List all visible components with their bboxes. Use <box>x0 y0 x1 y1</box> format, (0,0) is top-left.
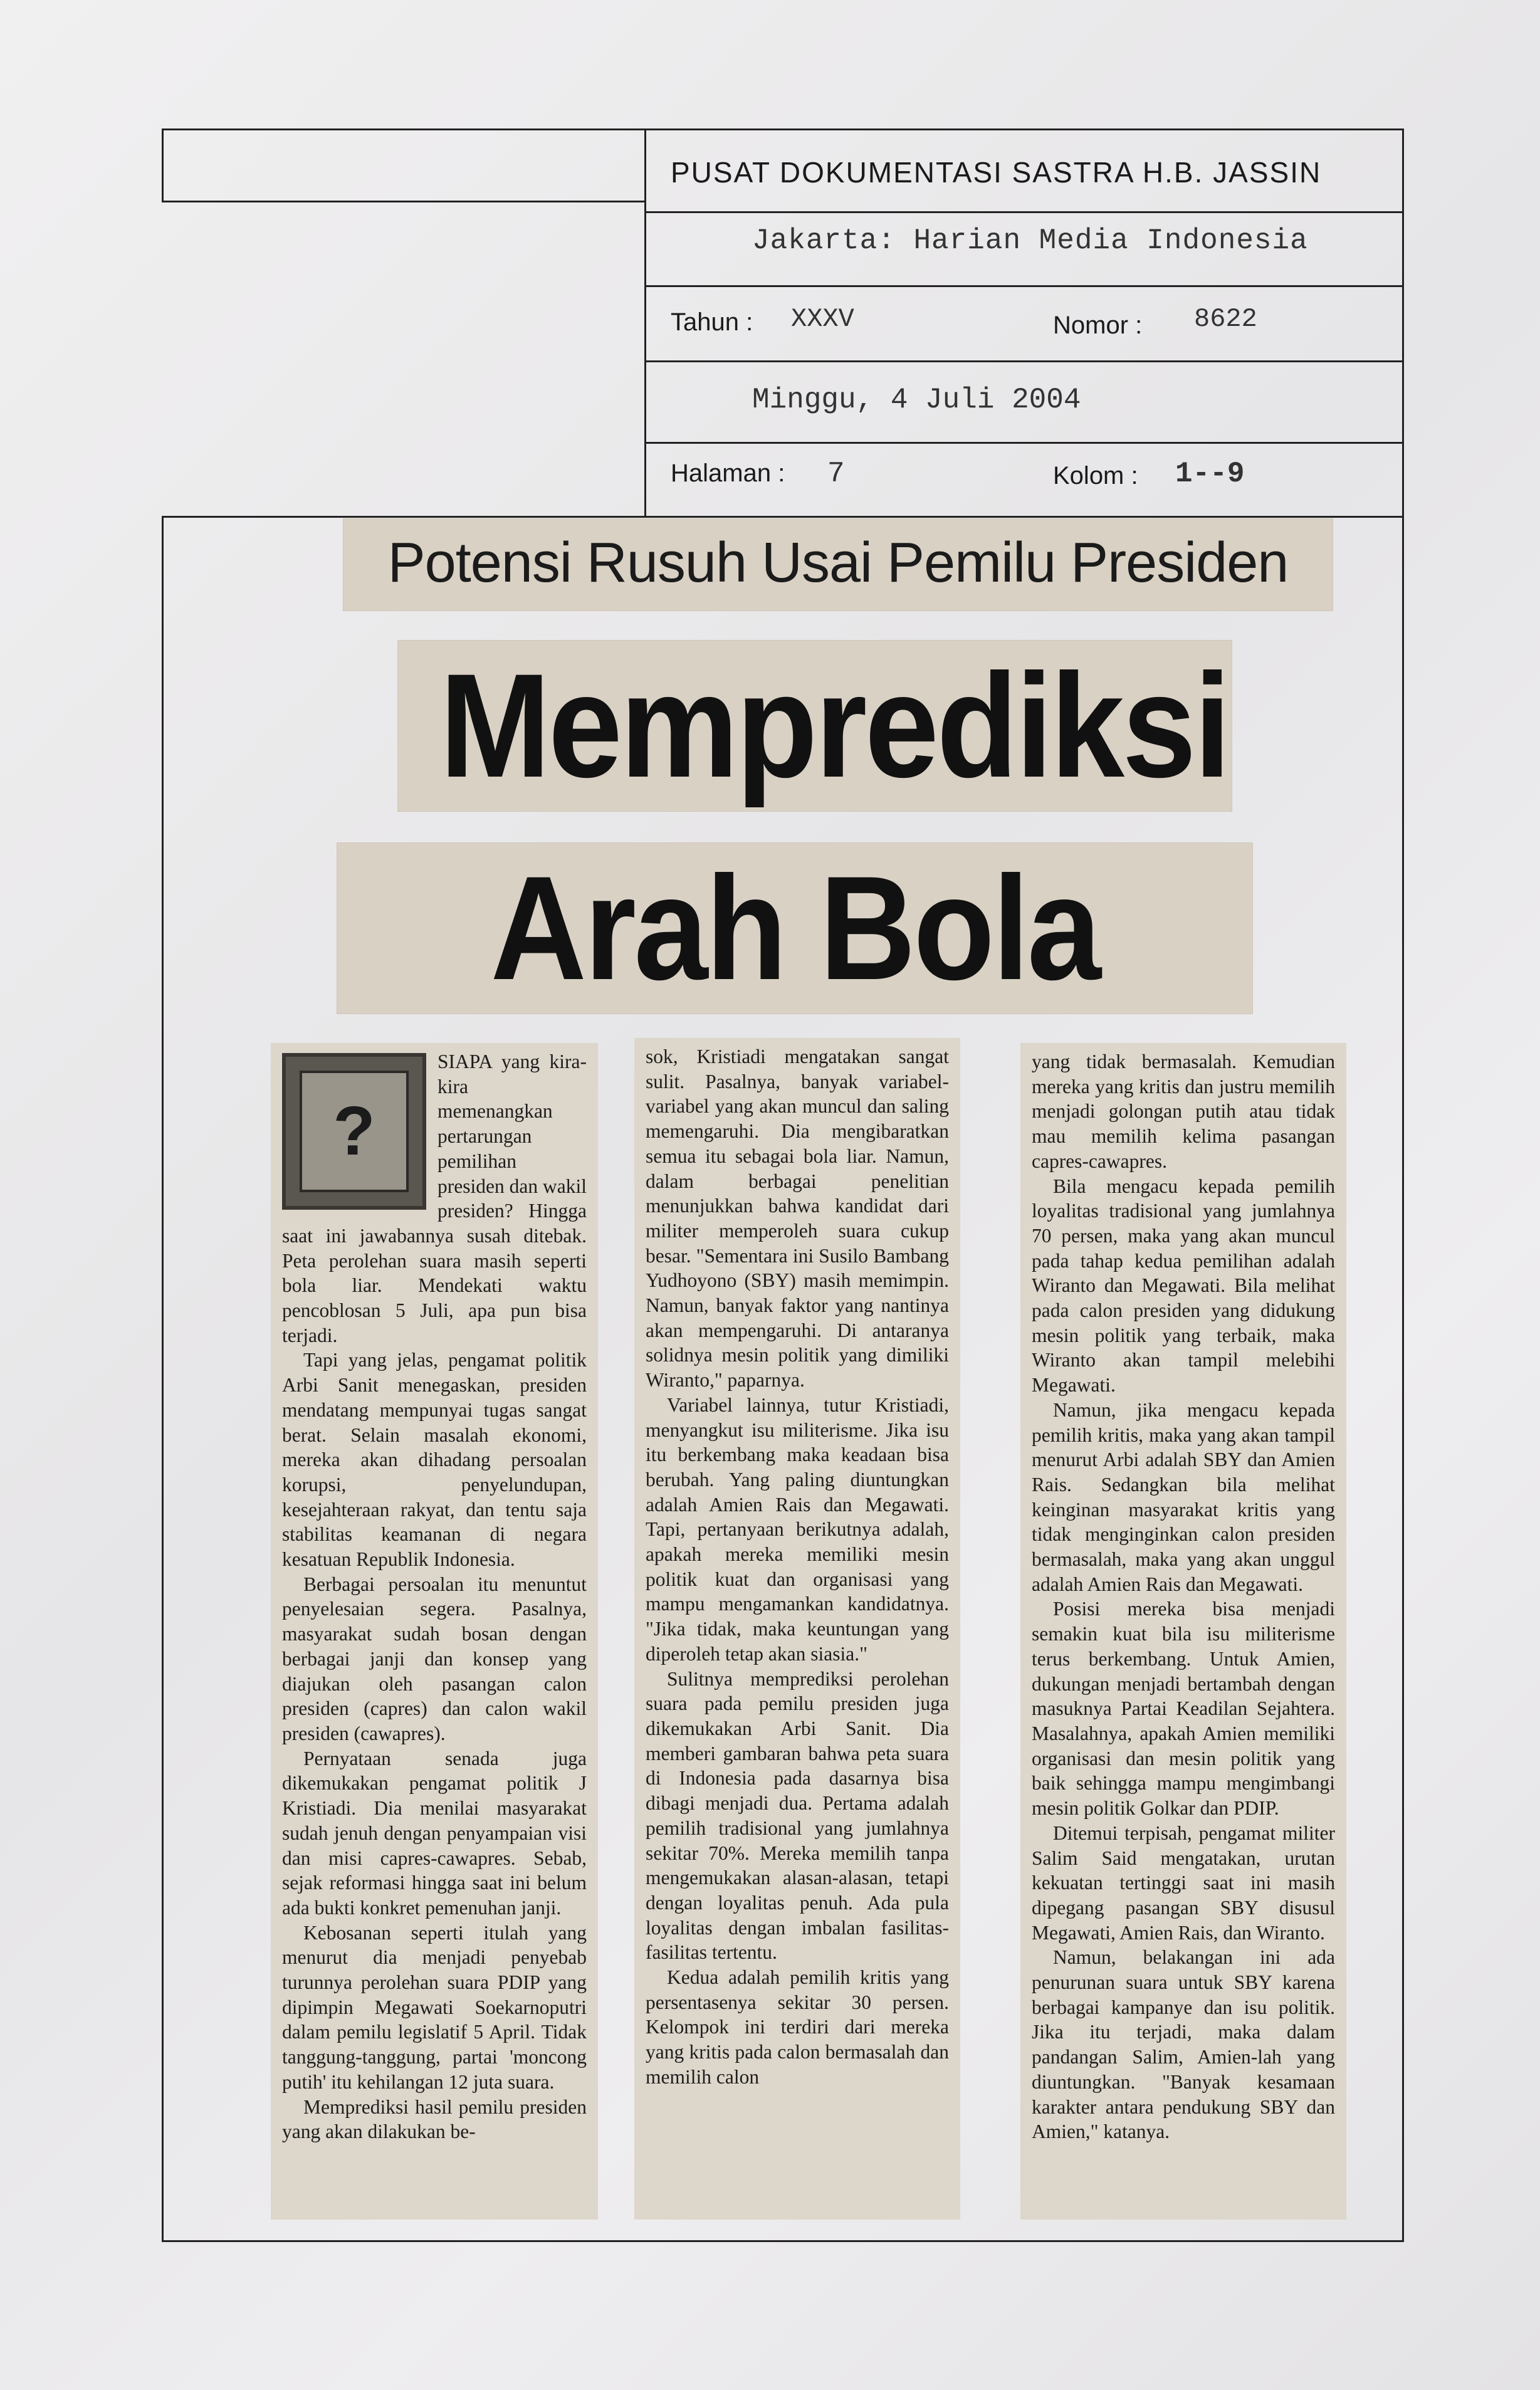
paragraph: Pernyataan senada juga dikemukakan pengamat politik J Kristiadi. Dia menilai masyarakat sudah jenuh dengan penyampaian visi dan misi capres-cawapres. Sebab, sejak reformasi hingga saat ini belum ada bukti konkret pemenuhan janji. <box>282 1747 587 1919</box>
question-mark-image <box>282 1053 426 1210</box>
nomor-value: 8622 <box>1194 304 1257 334</box>
header-rule <box>162 201 646 202</box>
header-rule <box>1402 128 1404 517</box>
header-rule <box>644 211 1404 213</box>
headline-clipping-1 <box>398 641 1232 811</box>
kolom-label: Kolom : <box>1053 462 1138 490</box>
paragraph: Memprediksi hasil pemilu presiden yang akan dilakukan be- <box>282 2095 587 2143</box>
halaman-value: 7 <box>827 458 845 490</box>
tahun-label: Tahun : <box>671 308 753 336</box>
paragraph: Namun, belakangan ini ada penurunan suara untuk SBY karena berbagai kampanye dan isu politik. Jika itu terjadi, maka dalam pandangan Salim, Amien-lah yang diuntungkan. "Banyak kesamaan karakter antara pendukung SBY dan Amien," katanya. <box>1032 1946 1335 2143</box>
halaman-label: Halaman : <box>671 459 785 487</box>
institution-name: PUSAT DOKUMENTASI SASTRA H.B. JASSIN <box>671 156 1322 189</box>
headline-line-1: Memprediksi <box>439 643 1229 809</box>
kicker-clipping <box>343 519 1333 611</box>
nomor-label: Nomor : <box>1053 312 1143 339</box>
paragraph: Kedua adalah pemilih kritis yang persentasenya sekitar 30 persen. Kelompok ini terdiri dari mereka yang kritis pada calon bermasalah dan memilih calon <box>646 1966 949 2088</box>
paragraph: Namun, jika mengacu kepada pemilih kritis, maka yang akan tampil menurut Arbi adalah SBY dan Amien Rais. Sedangkan bila melihat keinginan masyarakat kritis yang tidak menginginkan calon presiden bermasalah, maka yang akan unggul adalah Amien Rais dan Megawati. <box>1032 1398 1335 1595</box>
paragraph: Sulitnya memprediksi perolehan suara pada pemilu presiden juga dikemukakan Arbi Sanit. Dia memberi gambaran bahwa peta suara di Indonesia pada dasarnya bisa dibagi menjadi dua. Pertama adalah pemilih tradisional yang jumlahnya sekitar 70%. Mereka memilih tanpa mengemukakan alasan-alasan, tetapi dengan loyalitas penuh. Ada pula loyalitas dengan imbalan fasilitas-fasilitas tertentu. <box>646 1667 949 1964</box>
paragraph: Ditemui terpisah, pengamat militer Salim Said mengatakan, urutan kekuatan tertinggi saat ini masih dipegang pasangan SBY disusul Megawati, Amien Rais, dan Wiranto. <box>1032 1821 1335 1944</box>
kolom-value: 1--9 <box>1175 458 1245 490</box>
paragraph: Kebosanan seperti itulah yang menurut dia menjadi penyebab turunnya perolehan suara PDIP yang dipimpin Megawati Soekarnoputri dalam pemilu legislatif 5 April. Tidak tanggung-tanggung, partai 'moncong putih' itu kehilangan 12 juta suara. <box>282 1921 587 2093</box>
paragraph: Berbagai persoalan itu menuntut penyelesaian segera. Pasalnya, masyarakat sudah bosan dengan berbagai janji dan konsep yang diajukan oleh pasangan calon presiden (capres) dan calon wakil presiden (cawapres). <box>282 1573 587 1744</box>
headline-line-2: Arah Bola <box>490 846 1099 1011</box>
header-rule <box>162 128 1404 130</box>
header-rule <box>644 360 1404 362</box>
header-rule <box>644 128 646 517</box>
paragraph: SIAPA yang kira-kira memenangkan pertarungan pemilihan presiden dan wakil presiden? Hingga saat ini jawabannya susah ditebak. Peta perolehan suara masih seperti bola liar. Mendekati waktu pencoblosan 5 Juli, apa pun bisa terjadi. <box>282 1051 587 1346</box>
kicker-text: Potensi Rusuh Usai Pemilu Presiden <box>387 532 1289 594</box>
publication-date: Minggu, 4 Juli 2004 <box>752 384 1081 416</box>
article-column-2 <box>634 1038 960 2220</box>
headline-clipping-2 <box>337 843 1252 1014</box>
article-column-1 <box>271 1043 598 2220</box>
paragraph: sok, Kristiadi mengatakan sangat sulit. Pasalnya, banyak variabel-variabel yang akan muncul dan saling memengaruhi. Dia mengibaratkan semua itu sebagai bola liar. Namun, dalam berbagai penelitian menunjukkan bahwa kandidat dari militer memperoleh suara cukup besar. "Sementara ini Susilo Bambang Yudhoyono (SBY) masih memimpin. Namun, banyak faktor yang nantinya akan mempengaruhi. Di antaranya solidnya mesin politik yang dimiliki Wiranto," paparnya. <box>646 1046 949 1392</box>
question-mark-icon: ? <box>300 1071 409 1192</box>
paragraph: Tapi yang jelas, pengamat politik Arbi Sanit menegaskan, presiden mendatang mempunyai tugas sangat berat. Selain masalah ekonomi, mereka akan dihadang persoalan korupsi, penyelundupan, kesejahteraan rakyat, dan tentu saja stabilitas keamanan di negara kesatuan Republik Indonesia. <box>282 1349 587 1571</box>
header-rule <box>162 128 164 202</box>
header-rule <box>644 442 1404 444</box>
publication-source: Jakarta: Harian Media Indonesia <box>752 224 1308 257</box>
tahun-value: XXXV <box>791 304 854 334</box>
paragraph: Variabel lainnya, tutur Kristiadi, menyangkut isu militerisme. Jika isu itu berkembang maka keadaan bisa berubah. Yang paling diuntungkan adalah Amien Rais dan Megawati. Tapi, pertanyaan berikutnya adalah, apakah mereka memiliki mesin politik kuat dan organisasi yang mampu mengamankan kandidatnya. "Jika tidak, maka keuntungan yang diperoleh tetap akan siasia." <box>646 1393 949 1665</box>
article-column-3 <box>1020 1043 1346 2220</box>
paragraph: yang tidak bermasalah. Kemudian mereka yang kritis dan justru memilih menjadi golongan putih atau tidak mau memilih kelima pasangan capres-cawapres. <box>1032 1051 1335 1172</box>
paragraph: Bila mengacu kepada pemilih loyalitas tradisional yang jumlahnya 70 persen, maka yang akan muncul pada tahap kedua pemilihan adalah Wiranto dan Megawati. Bila melihat pada calon presiden yang didukung mesin politik yang terbaik, maka Wiranto akan tampil melebihi Megawati. <box>1032 1175 1335 1397</box>
paragraph: Posisi mereka bisa menjadi semakin kuat bila isu militerisme terus berkembang. Untuk Amien, dukungan menjadi bertambah dengan masuknya Partai Keadilan Sejahtera. Masalahnya, apakah Amien memiliki organisasi dan mesin politik yang baik sehingga mampu mengimbangi mesin politik Golkar dan PDIP. <box>1032 1598 1335 1820</box>
header-rule <box>644 285 1404 287</box>
